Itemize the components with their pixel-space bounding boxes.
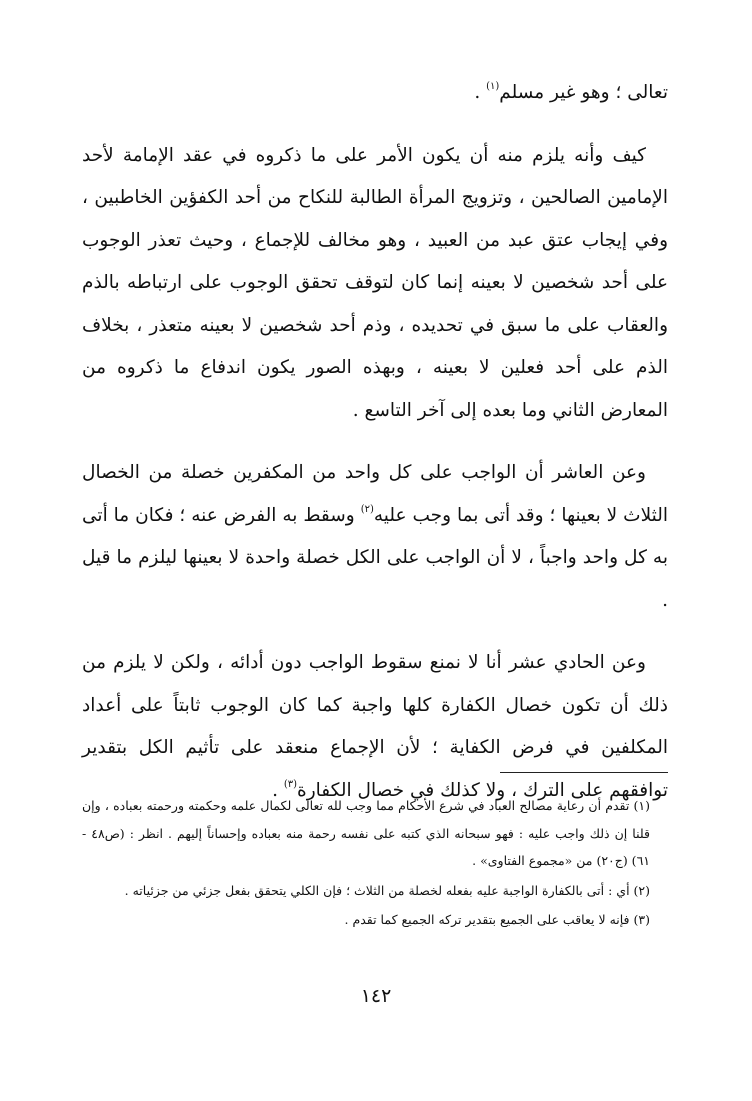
opening-line-text: تعالى ؛ وهو غير مسلم [499, 82, 668, 103]
footnotes [82, 790, 668, 934]
paragraph-1: كيف وأنه يلزم منه أن يكون الأمر على ما ذكروه في عقد الإمامة لأحد الإمامين الصالحين ، وتزويج المرأة الطالبة للنكاح من أحد الكفؤين الخاطبين ، وفي إيجاب عتق عبد من العبيد ، وهو مخالف للإجماع ، وحيث تعذر الوجوب على أحد شخصين لا بعينه إنما كان لتوقف تحقق الوجوب على ارتباطه بالذم والعقاب على ما سبق في تحديده ، وذم أحد شخصين لا بعينه متعذر ، بخلاف الذم على أحد فعلين لا بعينه ، وبهذه الصور يكون اندفاع ما ذكروه من المعارض الثاني وما بعده إلى آخر التاسع . [82, 144, 668, 421]
opening-line-end: . [474, 82, 487, 103]
paragraph-2 [82, 452, 668, 622]
page-number: ١٤٢ [360, 985, 392, 1007]
footnote-ref-3: (٣) [283, 778, 298, 790]
footnote-1: (١) تقدم أن رعاية مصالح العباد في شرع الأحكام مما وجب لله تعالى لكمال علمه وحكمته ورحمته بعباده ، وإن قلنا إن ذلك واجب عليه : فهو سبحانه الذي كتبه على نفسه رحمة منه بعباده وإحساناً إليهم . انظر : (ص٤٨ - ٦١) (ج٢٠) من «مجموع الفتاوى» . [82, 798, 650, 868]
footnote-ref-2: (٢) [360, 503, 374, 515]
main-text [82, 72, 668, 812]
footnote-divider [500, 772, 668, 773]
paragraph-3 [82, 642, 668, 812]
opening-line [82, 72, 668, 115]
paragraph-3-text: وعن الحادي عشر أنا لا نمنع سقوط الواجب دون أدائه ، ولكن لا يلزم من ذلك أن تكون خصال الكفارة كلها واجبة كما كان الوجوب ثابتاً على أعداد المكلفين في فرض الكفاية ؛ لأن الإجماع منعقد على تأثيم الكل بتقدير توافقهم على الترك ، ولا كذلك في خصال الكفارة [82, 652, 668, 801]
paragraph-2-text-b: وسقط به الفرض عنه ؛ فكان ما أتى به كل واحد واجباً ، لا أن الواجب على الكل خصلة واحدة لا بعينها ليلزم ما قيل . [82, 504, 668, 611]
footnote-3: (٣) فإنه لا يعاقب على الجميع بتقدير تركه الجميع كما تقدم . [344, 912, 650, 927]
footnote-ref-1: (١) [486, 81, 500, 92]
paragraph-3-end: . [272, 779, 284, 801]
paragraph-2-text-a: وعن العاشر أن الواجب على كل واحد من المكفرين خصلة من الخصال الثلاث لا بعينها ؛ وقد أتى بما وجب عليه [82, 462, 668, 526]
footnote-2: (٢) أي : أتى بالكفارة الواجبة عليه بفعله لخصلة من الثلاث ؛ فإن الكلي يتحقق بفعل جزئي من جزئياته . [124, 882, 650, 898]
